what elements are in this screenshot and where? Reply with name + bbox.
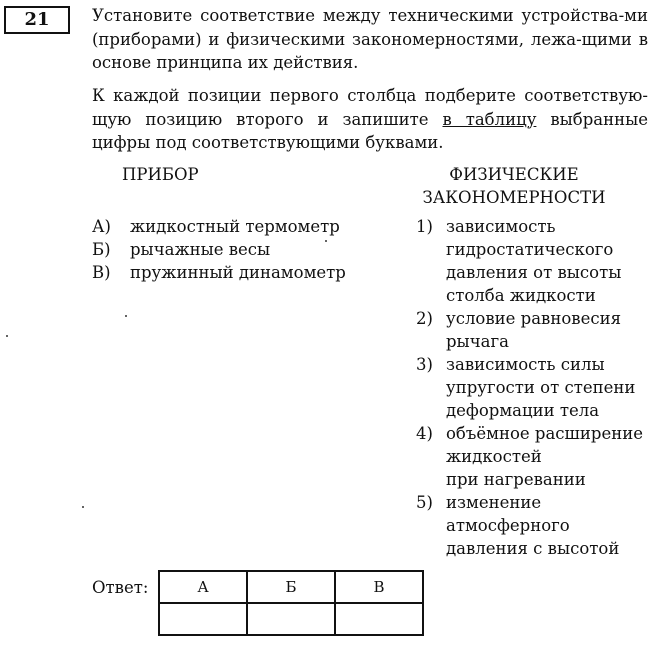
law-number: 4) [416, 424, 433, 443]
scan-speck [125, 315, 127, 317]
answer-table-input-row [159, 603, 423, 635]
device-item [92, 215, 346, 238]
law-number: 2) [416, 309, 433, 328]
answer-cell-a[interactable] [159, 603, 247, 635]
laws-column-header: ФИЗИЧЕСКИЕ ЗАКОНОМЕРНОСТИ [422, 165, 606, 207]
law-item [416, 491, 652, 560]
instruction-text-end: выбранные цифры под соответствующими буквами. [92, 109, 648, 152]
law-item [416, 307, 652, 353]
devices-column-header: ПРИБОР [122, 165, 199, 184]
device-letter: Б) [92, 240, 111, 259]
law-text: зависимость гидростатического давления от высоты столба жидкости [446, 217, 622, 305]
law-number: 5) [416, 493, 433, 512]
question-number: 21 [4, 6, 70, 34]
law-text: изменение атмосферного давления с высотой [446, 493, 620, 558]
instruction-link: в таблицу [442, 109, 537, 129]
law-number: 3) [416, 355, 433, 374]
answer-table-header-row [159, 571, 423, 603]
device-item [92, 238, 346, 261]
answer-table [158, 570, 424, 636]
scan-speck [325, 240, 327, 242]
law-number: 1) [416, 217, 433, 236]
answer-label: Ответ: [92, 578, 149, 597]
scan-speck [82, 506, 84, 508]
question-intro: Установите соответствие между техническими устройства-ми (приборами) и физическими закономерностями, лежа-щими в основе принципа их действия. [92, 6, 648, 72]
law-item [416, 422, 652, 491]
answer-cell-b[interactable] [247, 603, 335, 635]
devices-list [92, 215, 346, 284]
law-text: объёмное расширение жидкостей при нагревании [446, 424, 643, 489]
answer-column-c: В [335, 571, 423, 603]
law-text: зависимость силы упругости от степени деформации тела [446, 355, 636, 420]
answer-column-b: Б [247, 571, 335, 603]
law-item [416, 215, 652, 307]
device-text: жидкостный термометр [130, 217, 340, 236]
law-item [416, 353, 652, 422]
instruction-text-start: К каждой позиции первого столбца подберите соответствую-щую позицию второго и запишите [92, 86, 648, 129]
device-item [92, 261, 346, 284]
device-text: пружинный динамометр [130, 263, 346, 282]
device-letter: А) [92, 217, 111, 236]
law-text: условие равновесия рычага [446, 309, 621, 351]
answer-cell-c[interactable] [335, 603, 423, 635]
answer-column-a: А [159, 571, 247, 603]
scan-speck [6, 335, 8, 337]
question-instruction [92, 84, 648, 155]
device-letter: В) [92, 263, 111, 282]
device-text: рычажные весы [130, 240, 271, 259]
laws-list [416, 215, 652, 560]
